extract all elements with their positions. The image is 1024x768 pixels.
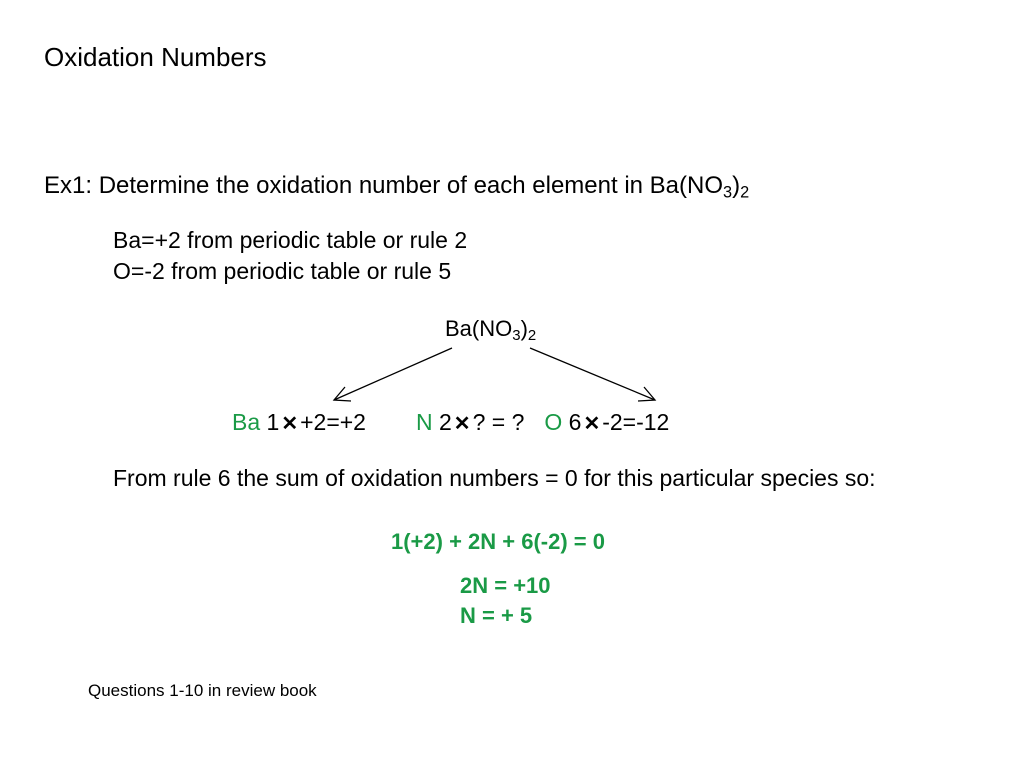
left-arrow-line	[334, 348, 452, 400]
times-icon: ✕	[583, 413, 601, 435]
question-close-paren: )	[732, 172, 741, 199]
compound-close-paren: )	[520, 316, 528, 341]
review-note: Questions 1-10 in review book	[88, 681, 317, 700]
question-subscript-3: 3	[723, 183, 733, 202]
element-o-count: 6	[568, 409, 582, 435]
compound-subscript-2: 2	[527, 327, 537, 345]
element-ba-count: 1	[266, 409, 280, 435]
rule6-statement: From rule 6 the sum of oxidation numbers = 0 for this particular species so:	[113, 465, 876, 491]
equation-2n: 2N = +10	[460, 573, 551, 598]
element-ba-symbol: Ba	[232, 409, 261, 435]
element-breakdown-row	[232, 409, 669, 436]
element-n-result: ? = ?	[472, 409, 525, 435]
question-text: Ex1: Determine the oxidation number of each element in Ba(NO	[44, 172, 724, 199]
element-n-count: 2	[439, 409, 452, 435]
equation-solution	[460, 571, 551, 631]
equation-n: N = + 5	[460, 603, 533, 628]
compound-subscript-3: 3	[512, 327, 521, 345]
element-o-symbol: O	[544, 409, 563, 435]
given-line-ba: Ba=+2 from periodic table or rule 2	[113, 227, 468, 253]
times-icon: ✕	[281, 413, 299, 435]
question-subscript-2: 2	[740, 183, 750, 202]
equation-sum: 1(+2) + 2N + 6(-2) = 0	[391, 529, 605, 554]
slide-title: Oxidation Numbers	[44, 42, 267, 72]
times-icon: ✕	[453, 413, 471, 435]
element-n-symbol: N	[415, 409, 433, 435]
right-arrow-line	[530, 348, 655, 400]
given-line-o: O=-2 from periodic table or rule 5	[113, 258, 452, 284]
element-ba-result: +2=+2	[300, 409, 366, 435]
compound-text: Ba(NO	[445, 316, 513, 341]
element-o-result: -2=-12	[602, 409, 670, 435]
